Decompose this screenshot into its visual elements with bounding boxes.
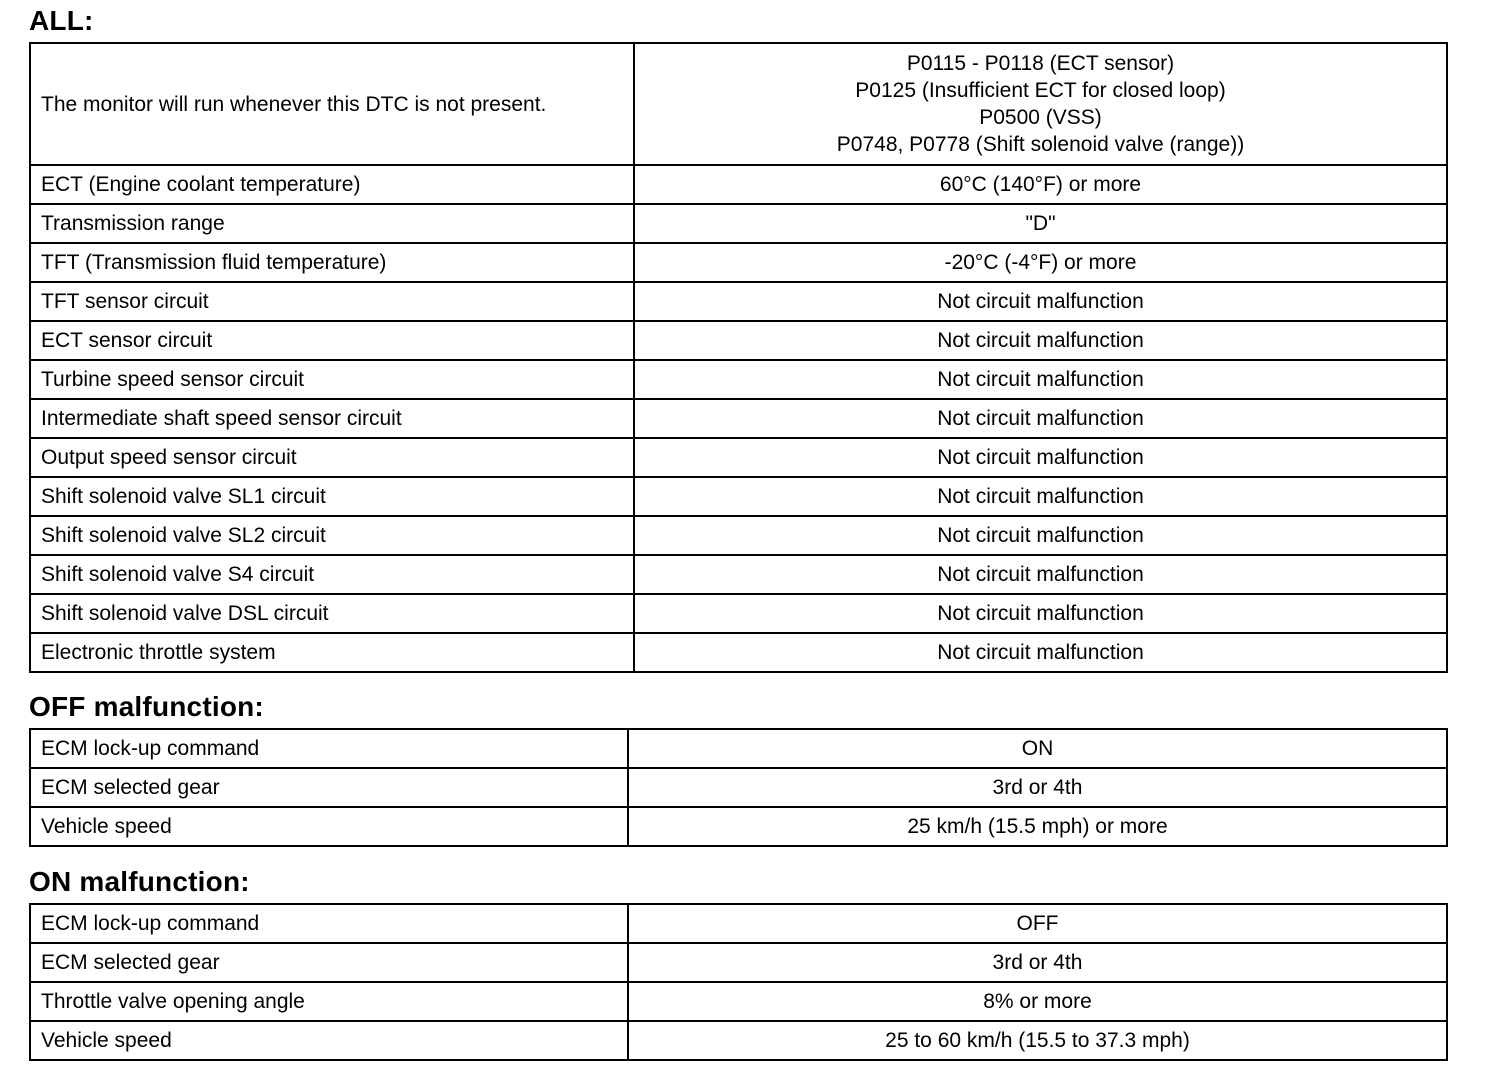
condition-value: Not circuit malfunction bbox=[634, 282, 1447, 321]
condition-value: Not circuit malfunction bbox=[634, 321, 1447, 360]
table-row bbox=[30, 282, 1447, 321]
condition-item: Shift solenoid valve DSL circuit bbox=[30, 594, 634, 633]
dtc-line: P0500 (VSS) bbox=[979, 106, 1102, 129]
condition-value: 25 km/h (15.5 mph) or more bbox=[628, 807, 1447, 846]
condition-value: 3rd or 4th bbox=[628, 768, 1447, 807]
condition-value: Not circuit malfunction bbox=[634, 555, 1447, 594]
condition-value: -20°C (-4°F) or more bbox=[634, 243, 1447, 282]
condition-item: Throttle valve opening angle bbox=[30, 982, 628, 1021]
condition-value: 60°C (140°F) or more bbox=[634, 165, 1447, 204]
condition-item: Shift solenoid valve S4 circuit bbox=[30, 555, 634, 594]
section-heading-all: ALL: bbox=[29, 5, 94, 36]
table-row bbox=[30, 807, 1447, 846]
condition-value: 3rd or 4th bbox=[628, 943, 1447, 982]
table-row bbox=[30, 982, 1447, 1021]
table-row bbox=[30, 633, 1447, 672]
condition-item: Shift solenoid valve SL2 circuit bbox=[30, 516, 634, 555]
table-row bbox=[30, 1021, 1447, 1060]
condition-value: 25 to 60 km/h (15.5 to 37.3 mph) bbox=[628, 1021, 1447, 1060]
table-row bbox=[30, 43, 1447, 165]
condition-item: ECT (Engine coolant temperature) bbox=[30, 165, 634, 204]
table-row bbox=[30, 204, 1447, 243]
condition-item: Electronic throttle system bbox=[30, 633, 634, 672]
condition-item: Turbine speed sensor circuit bbox=[30, 360, 634, 399]
condition-item: Shift solenoid valve SL1 circuit bbox=[30, 477, 634, 516]
section-heading-off-malfunction: OFF malfunction: bbox=[29, 691, 264, 722]
table-row bbox=[30, 360, 1447, 399]
condition-item: TFT (Transmission fluid temperature) bbox=[30, 243, 634, 282]
section-heading-on-malfunction: ON malfunction: bbox=[29, 866, 250, 897]
condition-item: ECM selected gear bbox=[30, 768, 628, 807]
condition-value: Not circuit malfunction bbox=[634, 477, 1447, 516]
condition-value: Not circuit malfunction bbox=[634, 438, 1447, 477]
table-row bbox=[30, 165, 1447, 204]
table-row bbox=[30, 943, 1447, 982]
condition-value: "D" bbox=[634, 204, 1447, 243]
condition-value: Not circuit malfunction bbox=[634, 399, 1447, 438]
condition-item: Transmission range bbox=[30, 204, 634, 243]
table-row bbox=[30, 321, 1447, 360]
table-row bbox=[30, 516, 1447, 555]
condition-item: Vehicle speed bbox=[30, 1021, 628, 1060]
condition-item: ECM selected gear bbox=[30, 943, 628, 982]
condition-item: ECT sensor circuit bbox=[30, 321, 634, 360]
condition-value: Not circuit malfunction bbox=[634, 516, 1447, 555]
table-row bbox=[30, 399, 1447, 438]
dtc-list bbox=[634, 43, 1447, 165]
condition-value: Not circuit malfunction bbox=[634, 360, 1447, 399]
condition-value: Not circuit malfunction bbox=[634, 594, 1447, 633]
table-row bbox=[30, 438, 1447, 477]
condition-item: The monitor will run whenever this DTC is not present. bbox=[30, 43, 634, 165]
all-conditions-table bbox=[29, 42, 1448, 673]
table-row bbox=[30, 594, 1447, 633]
condition-value: ON bbox=[628, 729, 1447, 768]
dtc-line: P0115 - P0118 (ECT sensor) bbox=[906, 52, 1175, 75]
condition-item: Intermediate shaft speed sensor circuit bbox=[30, 399, 634, 438]
condition-item: Output speed sensor circuit bbox=[30, 438, 634, 477]
condition-item: Vehicle speed bbox=[30, 807, 628, 846]
table-row bbox=[30, 243, 1447, 282]
table-row bbox=[30, 768, 1447, 807]
table-row bbox=[30, 729, 1447, 768]
dtc-line: P0748, P0778 (Shift solenoid valve (range)) bbox=[836, 133, 1245, 156]
table-row bbox=[30, 904, 1447, 943]
condition-value: Not circuit malfunction bbox=[634, 633, 1447, 672]
dtc-line: P0125 (Insufficient ECT for closed loop) bbox=[855, 79, 1226, 102]
table-row bbox=[30, 555, 1447, 594]
condition-item: ECM lock-up command bbox=[30, 904, 628, 943]
condition-value: OFF bbox=[628, 904, 1447, 943]
on-malfunction-table bbox=[29, 903, 1448, 1061]
off-malfunction-table bbox=[29, 728, 1448, 847]
table-row bbox=[30, 477, 1447, 516]
condition-item: TFT sensor circuit bbox=[30, 282, 634, 321]
condition-item: ECM lock-up command bbox=[30, 729, 628, 768]
condition-value: 8% or more bbox=[628, 982, 1447, 1021]
